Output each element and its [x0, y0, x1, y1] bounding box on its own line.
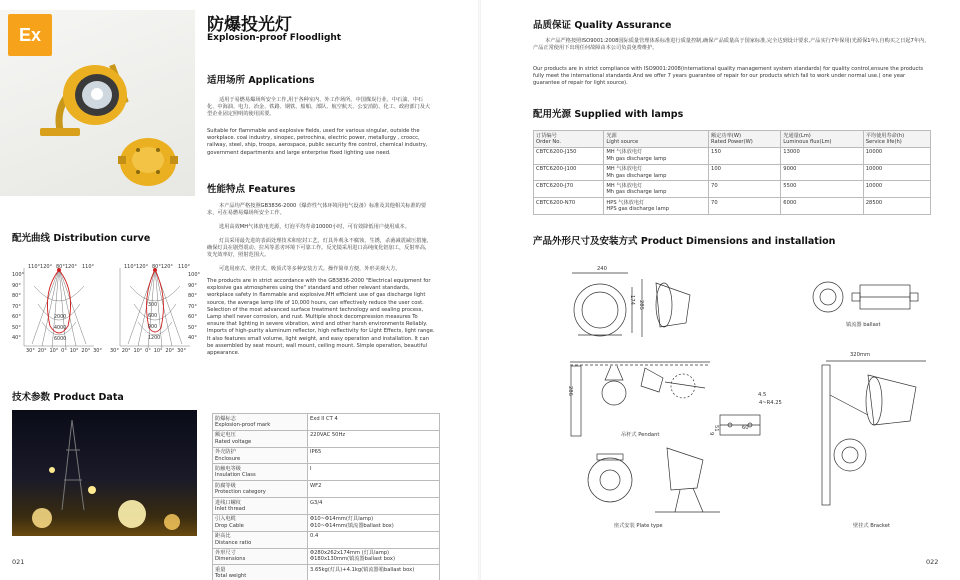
bottom-angles-left: [26, 348, 102, 355]
distribution-scale-left: [12, 270, 26, 344]
quality-heading: [533, 17, 672, 31]
distribution-scale-right: [188, 270, 202, 344]
quality-text-cn: 本产品严格按照ISO9001:2008国际质量管理体系标准进行质量控制,确保产品质量高于国家标准,完全达到设计要求,产品实行7年保用(光源保1年),自购买之日起7年内，产品正常使用下出现任何故障由本公司负责免费维护。: [533, 38, 930, 52]
product-data-label: [213, 514, 308, 531]
center-label: 2000: [54, 315, 67, 320]
table-row: [213, 430, 440, 447]
scale-label: 70°: [188, 303, 197, 310]
lamps-heading-en: Supplied with lamps: [574, 109, 684, 120]
dim-285: 285: [638, 300, 645, 310]
label-cn: 重量: [215, 566, 226, 573]
light-source-cn: HPS 气体放电灯: [606, 199, 645, 206]
dim-9: 9: [708, 432, 715, 436]
dimensions-heading-cn: 产品外形尺寸及安装方式: [533, 236, 638, 247]
product-data-heading-en: Product Data: [53, 392, 124, 403]
features-heading-en: Features: [248, 184, 296, 195]
column-header-cn: 光通量(Lm): [783, 132, 811, 139]
column-header-cn: 光源: [606, 132, 617, 139]
scale-label: 60°: [188, 314, 197, 320]
rated-power-cell: 70: [709, 198, 781, 215]
light-source-en: Mh gas discharge lamp: [606, 189, 667, 196]
scale-label: 40°: [12, 335, 21, 341]
bottom-angle: 20°: [81, 348, 91, 354]
plate-detail-drawing: [700, 405, 780, 445]
distribution-angle-top-6: 110°: [178, 264, 191, 270]
dim-286: 286: [567, 386, 574, 396]
product-data-value: I: [308, 464, 440, 481]
product-data-value: IP65: [308, 447, 440, 464]
luminous-flux-cell: 6000: [781, 198, 863, 215]
label-plate: 座式安装 Plate type: [614, 523, 663, 529]
quality-text-en: Our products are in strict compliance with ISO9001:2008(international quality management system standards) for quality control,ensure the products fully meet the international standards.And we offer 7 years guarantee of repair for our products which fail to work under normal use.( one year guarantee of repair for light source).: [533, 66, 924, 87]
dim-51: 51: [713, 425, 720, 432]
features-heading: [207, 181, 295, 195]
product-data-value: 3.65kg(灯具)+4.1kg(镇流器箱ballast box): [308, 565, 440, 580]
center-label: 300: [148, 303, 158, 308]
bottom-angle: 20°: [37, 348, 47, 354]
column-header-en: Light source: [606, 138, 639, 145]
quality-heading-cn: 品质保证: [533, 20, 572, 31]
label-cn: 额定电压: [215, 432, 236, 439]
luminous-flux-cell: 5500: [781, 181, 863, 198]
table-row: [213, 548, 440, 565]
features-heading-cn: 性能特点: [207, 184, 246, 195]
page-title-cn: 防爆投光灯: [207, 15, 292, 35]
scale-label: 100°: [12, 272, 25, 278]
bottom-angle: 0°: [61, 348, 67, 354]
bottom-angle: 30°: [110, 348, 119, 354]
order-no-cell: CBTC6200-J150: [534, 147, 604, 164]
table-row: [213, 447, 440, 464]
label-cn: 防腐等级: [215, 482, 236, 489]
light-source-cn: MH 气体放电灯: [606, 182, 643, 189]
luminous-flux-cell: 9000: [781, 164, 863, 181]
luminous-flux-cell: 13000: [781, 147, 863, 164]
product-data-value: 220VAC 50Hz: [308, 430, 440, 447]
page-number-left: 021: [12, 558, 25, 566]
bottom-angle: 30°: [93, 348, 102, 354]
pendant-drawing: [565, 358, 715, 438]
label-en: Enclosure: [215, 455, 241, 462]
product-data-value: Exd II CT 4: [308, 414, 440, 431]
column-header-en: Order No.: [536, 138, 562, 145]
applications-heading: [207, 72, 315, 86]
product-data-label: [213, 498, 308, 515]
oilfield-photo: [12, 410, 197, 536]
lamps-heading: [533, 106, 683, 120]
front-side-drawing: [560, 265, 710, 345]
features-text-cn-1: 本产品均严格按照GB3836-2000《爆炸性气体环境用电气设备》标准及其他相关标准的要求，可在易燃易爆场所安全工作。: [207, 203, 427, 217]
label-cn: 外形尺寸: [215, 550, 236, 556]
table-row: [213, 565, 440, 580]
bottom-angle: 10°: [69, 348, 79, 354]
scale-label: 40°: [188, 335, 197, 341]
column-header-cn: 额定功率(W): [711, 132, 741, 139]
bottom-angles-right: [110, 348, 186, 355]
product-data-heading-cn: 技术参数: [12, 392, 51, 403]
distribution-angle-top-5: 80°120°: [152, 264, 173, 270]
product-data-label: [213, 548, 308, 565]
product-data-label: [213, 430, 308, 447]
dimensions-heading: [533, 233, 835, 247]
features-text-cn-2: 选用高效MH气体放电光源，灯泡平均寿命10000小时，可有效降低用户使用成本。: [219, 224, 410, 230]
column-header: [604, 131, 709, 148]
scale-label: 90°: [188, 282, 197, 289]
dim-240: 240: [597, 266, 607, 272]
order-no-cell: CBTC6200-J70: [534, 181, 604, 198]
scale-label: 50°: [12, 324, 21, 331]
order-no-cell: CBTC6200-N70: [534, 198, 604, 215]
bottom-angle: 30°: [177, 348, 186, 354]
lamps-table: [533, 130, 931, 215]
column-header: [709, 131, 781, 148]
dim-r425: 4~R4.25: [759, 400, 782, 406]
table-header-row: [534, 131, 931, 148]
light-source-cell: [604, 181, 709, 198]
product-data-value: Φ10~Φ14mm(灯具lamp) Φ10~Φ14mm(镇流器ballast box): [308, 514, 440, 531]
quality-heading-en: Quality Assurance: [574, 20, 672, 31]
order-no-cell: CBTC6200-J100: [534, 164, 604, 181]
distribution-angle-top-1: 110°120°: [28, 264, 53, 270]
service-life-cell: 10000: [863, 164, 930, 181]
product-data-value: G3/4: [308, 498, 440, 515]
applications-text-en: Suitable for flammable and explosive fields, used for various singular, outside the workplace. coal industry, sinopec, petrochina, electric power, metallurgy , croocc, railway, steel, ship, troops, aerospace, public security fire control, chemical industry, government departments and large enterprise fixed lighting use need.: [207, 128, 428, 156]
rated-power-cell: 70: [709, 181, 781, 198]
distribution-heading-en: Distribution curve: [53, 233, 151, 244]
label-cn: 进线口螺纹: [215, 499, 241, 506]
bottom-angle: 10°: [133, 348, 143, 354]
table-row: [213, 531, 440, 548]
dim-320: 320mm: [850, 352, 871, 358]
features-text-cn-3: 灯具采用最先进的表面处理技术和密封工艺，灯具外观永不腐蚀、生锈，杀菌减震减压措施、确保灯具在剧烈震动、拉风等恶劣环境下可靠工作。反光镜采用进口高纯度化铝加工，反射率高，发光效率好，照射范围大。: [207, 238, 432, 259]
label-bracket: 壁挂式 Bracket: [853, 523, 890, 529]
light-source-en: Mh gas discharge lamp: [606, 172, 667, 179]
column-header-cn: 平均使用寿命(h): [865, 132, 905, 139]
table-row: [213, 481, 440, 498]
column-header: [863, 131, 930, 148]
light-source-en: Mh gas discharge lamp: [606, 155, 667, 162]
product-data-value: Φ280x262x174mm (灯具lamp) Φ180x130mm(镇流器ballast box): [308, 548, 440, 565]
label-en: Total weight: [215, 573, 247, 580]
product-data-value: WF2: [308, 481, 440, 498]
center-label: 900: [148, 325, 158, 330]
plate-type-drawing: [575, 440, 725, 520]
product-data-heading: [12, 389, 124, 403]
table-row: [213, 414, 440, 431]
label-en: Insulation Class: [215, 472, 256, 479]
light-source-cell: [604, 147, 709, 164]
label-cn: 防爆标志: [215, 415, 236, 422]
distribution-angle-top-4: 110°120°: [124, 264, 149, 270]
bottom-angle: 20°: [165, 348, 175, 354]
page-number-right: 022: [926, 558, 939, 566]
light-source-cell: [604, 164, 709, 181]
product-data-label: [213, 447, 308, 464]
center-labels-right: [148, 300, 160, 344]
label-en: Protection category: [215, 489, 266, 496]
distribution-heading: [12, 230, 150, 244]
rated-power-cell: 150: [709, 147, 781, 164]
light-source-cn: MH 气体放电灯: [606, 149, 643, 156]
scale-label: 80°: [188, 293, 197, 299]
dimensions-heading-en: Product Dimensions and installation: [640, 236, 836, 247]
table-row: [213, 498, 440, 515]
label-en: Drop Cable: [215, 522, 244, 529]
center-labels-left: [54, 312, 66, 345]
dim-60: 60: [742, 425, 749, 431]
label-en: Rated voltage: [215, 438, 252, 445]
rated-power-cell: 100: [709, 164, 781, 181]
bottom-angle: 20°: [121, 348, 131, 354]
page-spine: [478, 0, 481, 580]
table-row: [534, 181, 931, 198]
label-en: Explosion-proof mark: [215, 421, 271, 428]
scale-label: 60°: [12, 314, 21, 320]
product-data-value: 0.4: [308, 531, 440, 548]
center-label: 600: [148, 314, 158, 319]
label-en: Inlet thread: [215, 505, 246, 512]
column-header-en: Rated Power(W): [711, 138, 753, 145]
table-row: [534, 164, 931, 181]
product-data-label: [213, 414, 308, 431]
features-text-cn-4: 可选用座式、壁挂式、吸顶式等多种安装方式。操作简单方便，外形美观大方。: [219, 266, 401, 272]
label-en: Distance ratio: [215, 539, 252, 546]
product-data-label: [213, 464, 308, 481]
column-header-en: Service life(h): [865, 138, 902, 145]
table-row: [534, 198, 931, 215]
light-source-cn: MH 气体放电灯: [606, 166, 643, 173]
applications-heading-en: Applications: [248, 75, 315, 86]
column-header: [534, 131, 604, 148]
distribution-heading-cn: 配光曲线: [12, 233, 51, 244]
service-life-cell: 10000: [863, 147, 930, 164]
light-source-cell: [604, 198, 709, 215]
label-ballast: 镇流器 ballast: [846, 322, 881, 328]
label-cn: 防触电等级: [215, 465, 241, 472]
applications-heading-cn: 适用场所: [207, 75, 246, 86]
scale-label: 80°: [12, 293, 21, 299]
label-en: Dimensions: [215, 556, 246, 563]
lamps-heading-cn: 配用光源: [533, 109, 572, 120]
table-row: [213, 514, 440, 531]
table-row: [213, 464, 440, 481]
page-title-en: Explosion-proof Floodlight: [207, 33, 342, 43]
center-label: 6000: [54, 337, 67, 342]
bottom-angle: 10°: [49, 348, 59, 354]
bottom-angle: 30°: [26, 348, 35, 354]
label-pendant: 吊杆式 Pendant: [621, 432, 660, 438]
dim-45: 4.5: [758, 392, 767, 398]
light-source-en: HPS gas discharge lamp: [606, 206, 670, 213]
scale-label: 70°: [12, 303, 21, 310]
features-text-en: The products are in strict accordance with the GB3836-2000 "Electrical equipment for explosive gas atmospheres using the" standard and other relevant standards, workplace safety in flammable and explosive.MH efficient use of gas discharge light source, the average lamp life of 10,000 hours, can effectively reduce the user cost. Selection of the most advanced surface treatment technology and sealing process, Lamp shell never corrosion, and rust. Multiple shock decompression measures To ensure that lighting in severe vibration, wind and other harsh environments Reliably. Imports of high-purity aluminum reflector, high reflectivity for Light Effects, light range. It also features small volume, light weight, and easy operation and installation. It can be assembled by seat mount, wall mount, ceiling mount. Simple operation, beautiful appearance.: [207, 278, 435, 357]
label-cn: 外壳防护: [215, 449, 236, 456]
distribution-angle-top-2: 80°120°: [56, 264, 77, 270]
label-cn: 引入电缆: [215, 516, 236, 523]
dim-174: 174: [629, 295, 636, 305]
column-header: [781, 131, 863, 148]
scale-label: 90°: [12, 282, 21, 289]
product-data-label: [213, 531, 308, 548]
center-label: 1200: [148, 336, 161, 341]
ex-badge: Ex: [8, 14, 52, 56]
distribution-angle-top-3: 110°: [82, 264, 95, 270]
service-life-cell: 28500: [863, 198, 930, 215]
column-header-cn: 订货编号: [536, 132, 557, 139]
ballast-drawing: [800, 275, 930, 325]
distribution-curves: [12, 266, 200, 358]
center-label: 4000: [54, 326, 67, 331]
column-header-en: Luminous flux(Lm): [783, 138, 832, 145]
table-row: [534, 147, 931, 164]
product-data-label: [213, 565, 308, 580]
bracket-drawing: [808, 355, 933, 525]
scale-label: 50°: [188, 324, 197, 331]
service-life-cell: 10000: [863, 181, 930, 198]
bottom-angle: 0°: [145, 348, 151, 354]
label-cn: 距高比: [215, 533, 231, 540]
scale-label: 100°: [188, 272, 201, 278]
bottom-angle: 10°: [153, 348, 163, 354]
product-data-table: [212, 413, 440, 580]
applications-text-cn: 适用于易燃易爆场所安全工作,用于各种室内、外工作场所。中国煤炭行业、中石油、中石化、中海油、电力、冶金、铁路、钢铁、船舶、部队、航空航天、公安消防、化工、政府部门及大型企业固定照明的使用需要。: [207, 97, 431, 118]
product-data-label: [213, 481, 308, 498]
